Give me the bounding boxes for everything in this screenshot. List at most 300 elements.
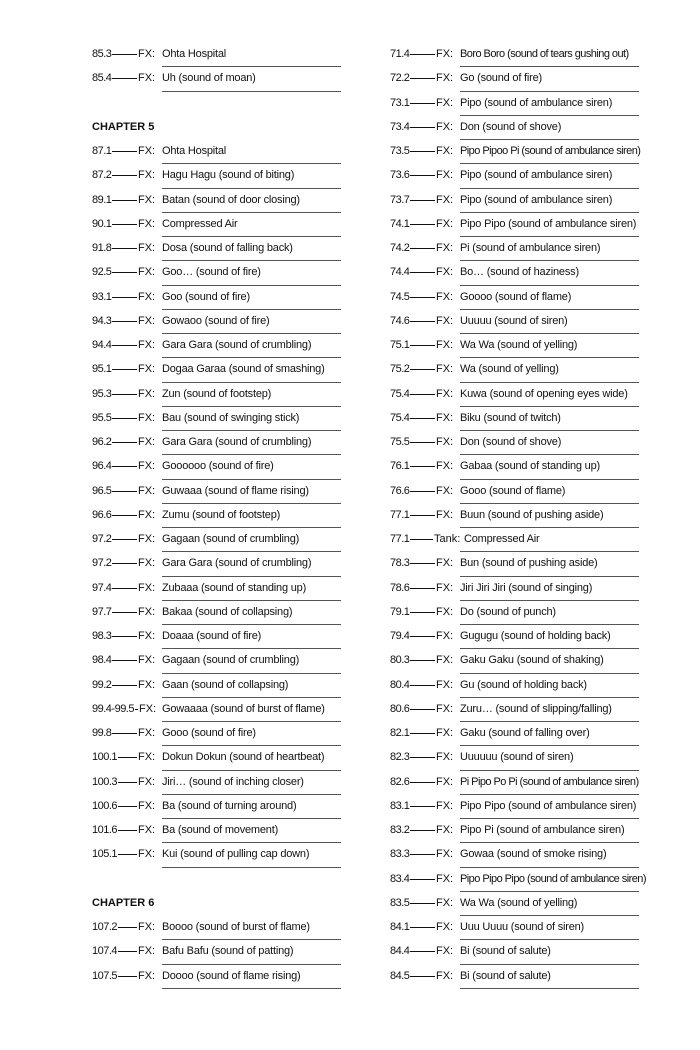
leader-dash <box>112 345 137 346</box>
leader-dash <box>410 976 435 977</box>
panel-ref: 76.6 <box>390 484 410 497</box>
entry-description: Biku (sound of twitch) <box>460 411 561 424</box>
entry-description: Pipo Pipo (sound of ambulance siren) <box>460 217 637 230</box>
leader-dash <box>410 248 435 249</box>
fx-entry <box>92 843 341 867</box>
entry-label: Tank: <box>434 533 461 545</box>
panel-ref: 80.3 <box>390 654 410 667</box>
panel-ref: 74.6 <box>390 314 410 327</box>
entry-label: FX: <box>436 824 454 836</box>
panel-ref: 83.2 <box>390 824 410 836</box>
entry-description: Gara Gara (sound of crumbling) <box>162 436 312 448</box>
entry-description: Pipo (sound of ambulance siren) <box>460 96 613 109</box>
entry-label: FX: <box>138 217 156 230</box>
fx-entry <box>390 237 639 261</box>
leader-dash <box>410 127 435 128</box>
leader-dash <box>112 369 137 370</box>
entry-description: Wa (sound of yelling) <box>460 363 559 376</box>
leader-dash <box>112 733 137 734</box>
leader-dash <box>118 927 137 928</box>
entry-label: FX: <box>139 702 157 715</box>
panel-ref: 105.1 <box>92 848 118 861</box>
fx-entry <box>390 528 639 552</box>
entry-description: Boro Boro (sound of tears gushing out) <box>460 48 629 60</box>
entry-description: Zumu (sound of footstep) <box>162 508 281 521</box>
leader-dash <box>410 806 435 807</box>
entry-label: FX: <box>138 945 156 958</box>
leader-dash <box>410 951 435 952</box>
leader-dash <box>118 976 137 977</box>
entry-description: Pipo Pipo (sound of ambulance siren) <box>460 799 637 812</box>
panel-ref: 73.6 <box>390 169 410 182</box>
leader-dash <box>410 733 435 734</box>
panel-ref: 73.1 <box>390 96 410 109</box>
fx-entry <box>92 916 341 940</box>
fx-entry <box>390 819 639 843</box>
leader-dash <box>112 54 137 55</box>
fx-entry <box>92 722 341 746</box>
leader-dash <box>410 854 435 855</box>
entry-description: Gooo (sound of flame) <box>460 484 566 497</box>
entry-description: Wa Wa (sound of yelling) <box>460 896 578 909</box>
entry-description: Dokun Dokun (sound of heartbeat) <box>162 751 325 764</box>
panel-ref: 77.1 <box>390 533 410 545</box>
panel-ref: 94.3 <box>92 314 112 327</box>
leader-dash <box>410 709 435 710</box>
entry-description: Gagaan (sound of crumbling) <box>162 654 300 667</box>
entry-description: Buun (sound of pushing aside) <box>460 508 604 521</box>
fx-entry <box>92 237 341 261</box>
entry-description: Jiri Jiri Jiri (sound of singing) <box>460 581 593 594</box>
panel-ref: 85.3 <box>92 48 112 60</box>
entry-label: FX: <box>436 314 454 327</box>
entry-label: FX: <box>436 387 454 400</box>
entry-label: FX: <box>138 266 156 279</box>
entry-description: Ohta Hospital <box>162 145 227 157</box>
panel-ref: 74.1 <box>390 217 410 230</box>
fx-entry <box>92 577 341 601</box>
leader-dash <box>112 660 137 661</box>
entry-description: Gooo (sound of fire) <box>162 727 256 739</box>
entry-description: Gara Gara (sound of crumbling) <box>162 339 312 351</box>
entry-label: FX: <box>138 751 156 764</box>
fx-entry <box>92 164 341 188</box>
entry-label: FX: <box>436 702 454 715</box>
fx-entry <box>92 383 341 407</box>
entry-description: Go (sound of fire) <box>460 72 542 85</box>
entry-label: FX: <box>436 339 454 351</box>
panel-ref: 107.2 <box>92 921 118 933</box>
panel-ref: 96.6 <box>92 508 112 521</box>
entry-label: FX: <box>436 848 454 861</box>
entry-description: Hagu Hagu (sound of biting) <box>162 169 295 182</box>
leader-dash <box>410 200 435 201</box>
leader-dash <box>112 224 137 225</box>
entry-description: Do (sound of punch) <box>460 605 556 618</box>
entry-label: FX: <box>436 484 454 497</box>
leader-dash <box>112 539 137 540</box>
entry-label: FX: <box>138 411 156 424</box>
entry-description: Pipo Pipoo Pi (sound of ambulance siren) <box>460 145 641 157</box>
leader-dash <box>410 588 435 589</box>
leader-dash <box>118 951 137 952</box>
fx-entry <box>390 431 639 455</box>
panel-ref: 79.1 <box>390 605 410 618</box>
leader-dash <box>118 757 137 758</box>
fx-entry <box>390 286 639 310</box>
panel-ref: 80.4 <box>390 678 410 691</box>
entry-label: FX: <box>138 460 156 473</box>
entry-description: Uuuuuu (sound of siren) <box>460 751 574 764</box>
leader-dash <box>112 491 137 492</box>
entry-label: FX: <box>436 460 454 473</box>
fx-entry <box>92 528 341 552</box>
entry-description: Pi Pipo Po Pi (sound of ambulance siren) <box>460 775 639 788</box>
leader-dash <box>112 200 137 201</box>
fx-entry <box>92 504 341 528</box>
entry-label: FX: <box>138 799 156 812</box>
panel-ref: 96.4 <box>92 460 112 473</box>
leader-dash <box>112 685 137 686</box>
panel-ref: 82.6 <box>390 775 410 788</box>
fx-entry <box>390 455 639 479</box>
panel-ref: 78.6 <box>390 581 410 594</box>
chapter-heading <box>92 892 341 916</box>
fx-entry <box>92 819 341 843</box>
leader-dash <box>410 685 435 686</box>
entry-description: Bafu Bafu (sound of patting) <box>162 945 294 958</box>
leader-dash <box>410 515 435 516</box>
entry-label: FX: <box>436 605 454 618</box>
fx-entry <box>390 916 639 940</box>
entry-description: Zun (sound of footstep) <box>162 387 272 400</box>
fx-entry <box>92 625 341 649</box>
fx-entry <box>92 43 341 67</box>
fx-entry <box>390 189 639 213</box>
panel-ref: 91.8 <box>92 242 112 254</box>
fx-entry <box>92 480 341 504</box>
panel-ref: 100.6 <box>92 799 118 812</box>
panel-ref: 75.4 <box>390 411 410 424</box>
fx-entry <box>92 286 341 310</box>
entry-description: Zuru… (sound of slipping/falling) <box>460 702 612 715</box>
fx-entry <box>92 601 341 625</box>
entry-label: FX: <box>436 751 454 764</box>
entry-label: FX: <box>436 945 454 958</box>
panel-ref: 98.4 <box>92 654 112 667</box>
fx-entry <box>92 213 341 237</box>
leader-dash <box>410 369 435 370</box>
fx-entry <box>390 261 639 285</box>
entry-description: Pi (sound of ambulance siren) <box>460 242 601 254</box>
entry-description: Uuu Uuuu (sound of siren) <box>460 921 585 933</box>
fx-entry <box>92 334 341 358</box>
panel-ref: 99.2 <box>92 678 112 691</box>
fx-entry <box>92 140 341 164</box>
entry-description: Gara Gara (sound of crumbling) <box>162 557 312 570</box>
entry-label: FX: <box>436 921 454 933</box>
entry-label: FX: <box>138 72 156 85</box>
entry-label: FX: <box>138 727 156 739</box>
fx-entry <box>92 431 341 455</box>
panel-ref: 99.4-99.5 <box>92 702 134 715</box>
fx-entry <box>390 698 639 722</box>
leader-dash <box>410 491 435 492</box>
leader-dash <box>112 563 137 564</box>
leader-dash <box>112 466 137 467</box>
entry-label: FX: <box>436 266 454 279</box>
fx-entry <box>390 892 639 916</box>
left-column <box>92 43 341 989</box>
entry-label: FX: <box>436 217 454 230</box>
fx-entry <box>92 261 341 285</box>
panel-ref: 82.3 <box>390 751 410 764</box>
entry-label: FX: <box>436 242 454 254</box>
entry-description: Goooooo (sound of fire) <box>162 460 274 473</box>
leader-dash <box>410 782 435 783</box>
fx-entry <box>92 189 341 213</box>
entry-description: Ohta Hospital <box>162 48 227 60</box>
fx-entry <box>390 552 639 576</box>
leader-dash <box>410 78 435 79</box>
entry-label: FX: <box>436 969 454 982</box>
panel-ref: 75.5 <box>390 436 410 448</box>
entry-description: Bakaa (sound of collapsing) <box>162 605 293 618</box>
entry-description: Gabaa (sound of standing up) <box>460 460 600 473</box>
leader-dash <box>410 636 435 637</box>
panel-ref: 73.7 <box>390 193 410 206</box>
entry-label: FX: <box>436 896 454 909</box>
fx-entry <box>390 164 639 188</box>
leader-dash <box>112 78 137 79</box>
panel-ref: 98.3 <box>92 630 112 642</box>
entry-label: FX: <box>436 48 454 60</box>
leader-dash <box>118 806 137 807</box>
leader-dash <box>410 539 433 540</box>
panel-ref: 74.2 <box>390 242 410 254</box>
entry-description: Dogaa Garaa (sound of smashing) <box>162 363 325 376</box>
leader-dash <box>410 394 435 395</box>
panel-ref: 96.5 <box>92 484 112 497</box>
leader-dash <box>410 297 435 298</box>
entry-label: FX: <box>436 436 454 448</box>
panel-ref: 83.3 <box>390 848 410 861</box>
entry-description: Gagaan (sound of crumbling) <box>162 533 300 545</box>
fx-entry <box>390 140 639 164</box>
panel-ref: 75.1 <box>390 339 410 351</box>
entry-label: FX: <box>436 775 454 788</box>
entry-description: Guwaaa (sound of flame rising) <box>162 484 309 497</box>
panel-ref: 93.1 <box>92 290 112 303</box>
panel-ref: 83.5 <box>390 896 410 909</box>
panel-ref: 75.2 <box>390 363 410 376</box>
entry-description: Ba (sound of turning around) <box>162 799 297 812</box>
panel-ref: 96.2 <box>92 436 112 448</box>
leader-dash <box>410 418 435 419</box>
fx-entry <box>390 722 639 746</box>
leader-dash <box>112 248 137 249</box>
leader-dash <box>410 54 435 55</box>
entry-description: Gowaa (sound of smoke rising) <box>460 848 607 861</box>
leader-dash <box>112 321 137 322</box>
panel-ref: 75.4 <box>390 387 410 400</box>
leader-dash <box>410 321 435 322</box>
entry-description: Don (sound of shove) <box>460 120 562 133</box>
panel-ref: 97.2 <box>92 557 112 570</box>
entry-label: FX: <box>436 654 454 667</box>
leader-dash <box>410 612 435 613</box>
fx-entry <box>92 407 341 431</box>
leader-dash <box>410 345 435 346</box>
entry-description: Goooo (sound of flame) <box>460 290 572 303</box>
entry-label: FX: <box>138 605 156 618</box>
entry-label: FX: <box>138 630 156 642</box>
leader-dash <box>410 660 435 661</box>
fx-entry <box>390 43 639 67</box>
entry-description: Gugugu (sound of holding back) <box>460 630 611 642</box>
fx-entry <box>390 480 639 504</box>
entry-label: FX: <box>138 314 156 327</box>
entry-label: FX: <box>138 193 156 206</box>
leader-dash <box>410 151 435 152</box>
entry-description: Ba (sound of movement) <box>162 824 279 836</box>
panel-ref: 89.1 <box>92 193 112 206</box>
panel-ref: 79.4 <box>390 630 410 642</box>
panel-ref: 72.2 <box>390 72 410 85</box>
leader-dash <box>112 636 137 637</box>
leader-dash <box>410 466 435 467</box>
leader-dash <box>410 442 435 443</box>
entry-label: FX: <box>436 581 454 594</box>
entry-label: FX: <box>436 96 454 109</box>
entry-label: FX: <box>436 508 454 521</box>
leader-dash <box>112 418 137 419</box>
entry-description: Gaku (sound of falling over) <box>460 727 590 739</box>
entry-description: Batan (sound of door closing) <box>162 193 300 206</box>
leader-dash <box>410 272 435 273</box>
fx-entry <box>390 795 639 819</box>
panel-ref: 97.2 <box>92 533 112 545</box>
fx-entry <box>390 383 639 407</box>
entry-label: FX: <box>138 824 156 836</box>
leader-dash <box>410 830 435 831</box>
entry-description: Dosa (sound of falling back) <box>162 242 293 254</box>
leader-dash <box>118 782 137 783</box>
fx-entry <box>92 771 341 795</box>
entry-description: Compressed Air <box>162 217 238 230</box>
leader-dash <box>112 442 137 443</box>
panel-ref: 80.6 <box>390 702 410 715</box>
fx-entry <box>390 625 639 649</box>
leader-dash <box>118 854 137 855</box>
fx-entry <box>390 674 639 698</box>
leader-dash <box>410 757 435 758</box>
panel-ref: 95.1 <box>92 363 112 376</box>
entry-label: FX: <box>138 969 156 982</box>
fx-entry <box>390 67 639 91</box>
panel-ref: 90.1 <box>92 217 112 230</box>
leader-dash <box>112 394 137 395</box>
fx-entry <box>390 407 639 431</box>
leader-dash <box>118 830 137 831</box>
entry-description: Boooo (sound of burst of flame) <box>162 921 310 933</box>
fx-entry <box>92 67 341 91</box>
fx-entry <box>390 116 639 140</box>
fx-entry <box>390 940 639 964</box>
entry-description: Gaku Gaku (sound of shaking) <box>460 654 604 667</box>
panel-ref: 84.1 <box>390 921 410 933</box>
entry-label: FX: <box>436 120 454 133</box>
leader-dash <box>112 151 137 152</box>
panel-ref: 107.4 <box>92 945 118 958</box>
entry-description: Pipo (sound of ambulance siren) <box>460 193 613 206</box>
fx-entry <box>92 698 341 722</box>
leader-dash <box>112 515 137 516</box>
entry-description: Bau (sound of swinging stick) <box>162 411 300 424</box>
entry-description: Goo (sound of fire) <box>162 290 250 303</box>
entry-label: FX: <box>436 169 454 182</box>
panel-ref: 95.5 <box>92 411 112 424</box>
panel-ref: 74.5 <box>390 290 410 303</box>
chapter-heading-text: CHAPTER 6 <box>92 896 155 909</box>
entry-description: Compressed Air <box>464 533 540 545</box>
panel-ref: 84.4 <box>390 945 410 958</box>
fx-entry <box>92 940 341 964</box>
panel-ref: 74.4 <box>390 266 410 279</box>
entry-description: Doooo (sound of flame rising) <box>162 969 301 982</box>
entry-label: FX: <box>138 387 156 400</box>
leader-dash <box>112 612 137 613</box>
entry-description: Uuuuu (sound of siren) <box>460 314 568 327</box>
entry-label: FX: <box>138 484 156 497</box>
fx-entry <box>92 310 341 334</box>
entry-description: Gaan (sound of collapsing) <box>162 678 289 691</box>
entry-label: FX: <box>436 411 454 424</box>
leader-dash <box>135 709 138 710</box>
entry-label: FX: <box>436 72 454 85</box>
panel-ref: 95.3 <box>92 387 112 400</box>
fx-entry <box>92 674 341 698</box>
fx-entry <box>92 649 341 673</box>
fx-entry <box>390 358 639 382</box>
entry-label: FX: <box>436 145 454 157</box>
right-column <box>390 43 646 989</box>
fx-entry <box>92 552 341 576</box>
fx-entry <box>92 455 341 479</box>
fx-entry <box>92 795 341 819</box>
entry-label: FX: <box>138 436 156 448</box>
fx-entry <box>92 358 341 382</box>
entry-label: FX: <box>436 193 454 206</box>
chapter-heading-text: CHAPTER 5 <box>92 120 155 133</box>
panel-ref: 87.1 <box>92 145 112 157</box>
entry-label: FX: <box>138 242 156 254</box>
fx-entry <box>390 746 639 770</box>
panel-ref: 92.5 <box>92 266 112 279</box>
leader-dash <box>410 879 435 880</box>
entry-label: FX: <box>138 533 156 545</box>
leader-dash <box>410 563 435 564</box>
entry-description: Kuwa (sound of opening eyes wide) <box>460 387 628 400</box>
entry-label: FX: <box>138 339 156 351</box>
entry-description: Gowaoo (sound of fire) <box>162 314 270 327</box>
panel-ref: 83.4 <box>390 872 410 885</box>
entry-description: Doaaa (sound of fire) <box>162 630 262 642</box>
entry-description: Gu (sound of holding back) <box>460 678 587 691</box>
entry-description: Bi (sound of salute) <box>460 945 551 958</box>
entry-label: FX: <box>138 363 156 376</box>
leader-dash <box>112 588 137 589</box>
